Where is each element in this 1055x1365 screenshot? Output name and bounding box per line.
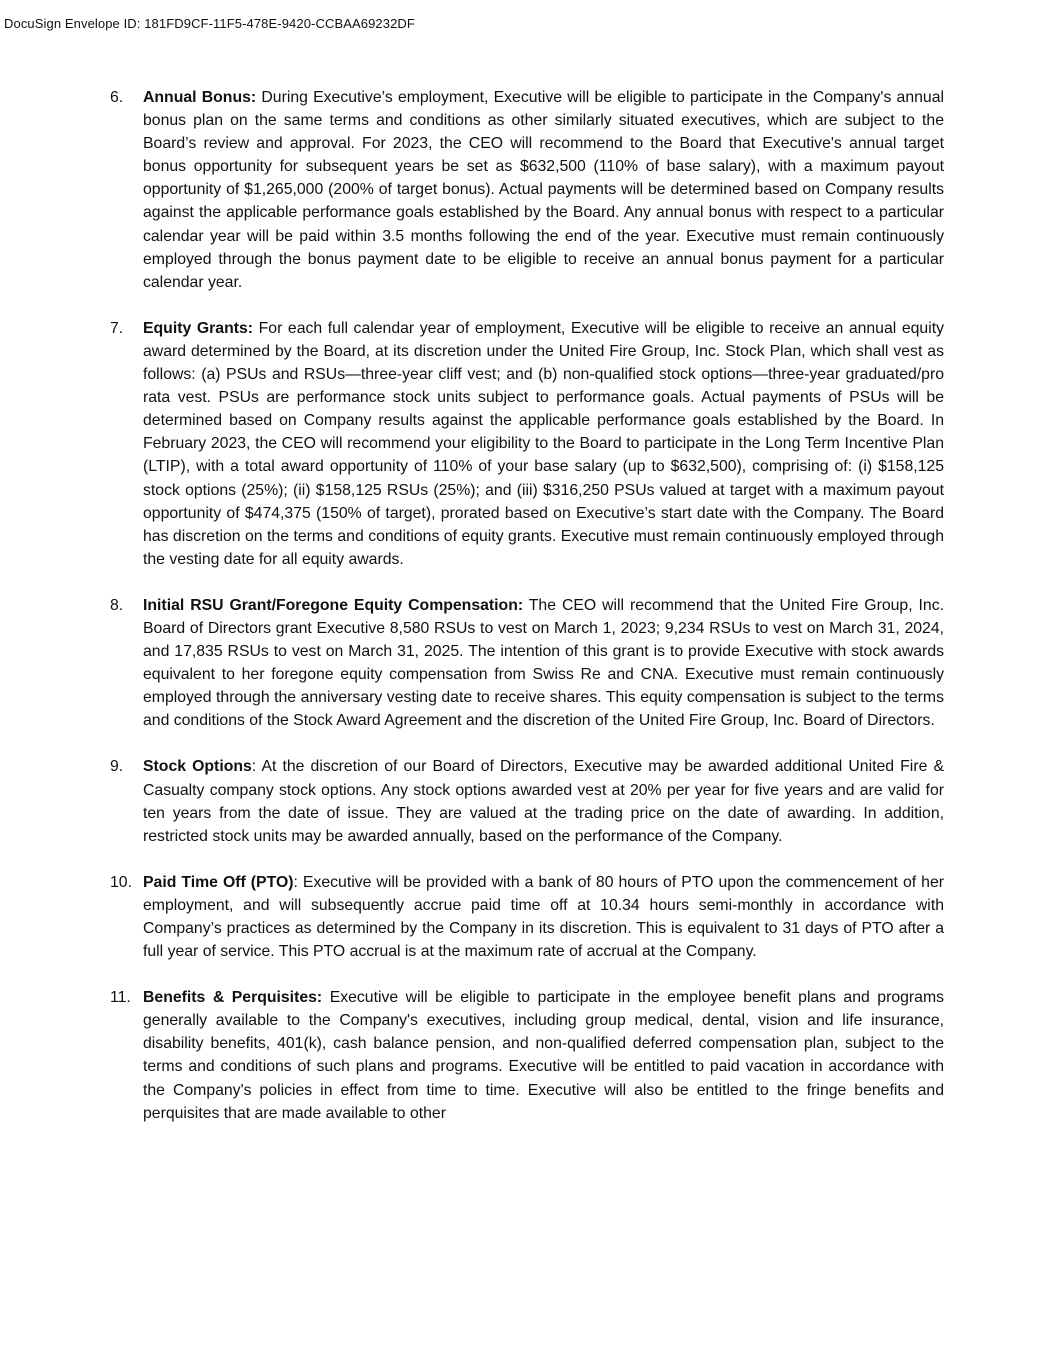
section-number: 7. (110, 319, 124, 337)
section-number: 10. (110, 873, 132, 891)
section-text: Executive will be eligible to participate in the employee benefit plans and programs generally available to the Company's executives, including group medical, dental, vision and life insurance, disability benefits, 401(k), cash balance pension, and non-qualified deferred compensation plan, subject to the terms and conditions of such plans and programs. Executive will be entitled to paid vacation in accordance with the Company's policies in effect from time to time. Executive will also be entitled to the fringe benefits and perquisites that are made available to other (143, 989, 945, 1122)
section-number: 11. (110, 989, 131, 1007)
section-separator: : (251, 758, 262, 776)
section-paid-time-off (110, 871, 944, 963)
section-separator (322, 989, 330, 1006)
section-title: Benefits & Perquisites: (143, 989, 323, 1007)
section-title: Initial RSU Grant/Foregone Equity Compensation: (143, 596, 524, 614)
section-text: For each full calendar year of employment, Executive will be eligible to receive an annual equity award determined by the Board, at its discretion under the United Fire Group, Inc. Stock Plan, which shall vest as follows: (a) PSUs and RSUs—three-year cliff vest; and (b) non-qualified stock options—three-year graduated/pro rata vest. PSUs are performance stock units subject to performance goals. Actual payments of PSUs will be determined based on Company results against the applicable performance goals established by the Board. In February 2023, the CEO will recommend your eligibility to the Board to participate in the Long Term Incentive Plan (LTIP), with a total award opportunity of 110% of your base salary (up to $632,500), comprising of: (i) $158,125 stock options (25%); (ii) $158,125 RSUs (25%); and (iii) $316,250 PSUs valued at target with a maximum payout opportunity of $474,375 (150% of target), prorated based on Executive’s start date with the Company. The Board has discretion on the terms and conditions of equity grants. Executive must remain continuously employed through the vesting date for all equity awards. (143, 319, 945, 568)
docusign-envelope-id: DocuSign Envelope ID: 181FD9CF-11F5-478E-9420-CCBAA69232DF (4, 16, 415, 31)
section-title: Annual Bonus: (143, 89, 257, 106)
section-separator: : (293, 873, 303, 891)
section-text: At the discretion of our Board of Directors, Executive may be awarded additional United Fire & Casualty company stock options. Any stock options awarded vest at 20% per year for five years and are valid for ten years from the date of issue. They are valued at the trading price on the date of awarding. In addition, restricted stock units may be awarded annually, based on the performance of the Company. (143, 758, 945, 845)
document-body (110, 86, 944, 1148)
section-number: 9. (110, 758, 124, 776)
section-text: During Executive’s employment, Executive will be eligible to participate in the Company's annual bonus plan on the same terms and conditions as other similarly situated executives, which are subject to the Board’s review and approval. For 2023, the CEO will recommend to the Board that Executive's annual target bonus opportunity for subsequent years be set as $632,500 (110% of base salary), with a maximum payout opportunity of $1,265,000 (200% of target bonus). Actual payments will be determined based on Company results against the applicable performance goals established by the Board. Any annual bonus with respect to a particular calendar year will be paid within 3.5 months following the end of the year. Executive must remain continuously employed through the bonus payment date to be eligible to receive an annual bonus payment for a particular calendar year. (143, 89, 944, 291)
section-annual-bonus (110, 86, 944, 294)
section-text: The CEO will recommend that the United Fire Group, Inc. Board of Directors grant Executive 8,580 RSUs to vest on March 1, 2023; 9,234 RSUs to vest on March 31, 2024, and 17,835 RSUs to vest on March 31, 2025. The intention of this grant is to provide Executive with stock awards equivalent to her foregone equity compensation from Swiss Re and CNA. Executive must remain continuously employed through the anniversary vesting date to receive shares. This equity compensation is subject to the terms and conditions of the Stock Award Agreement and the discretion of the United Fire Group, Inc. Board of Directors. (143, 596, 944, 730)
section-title: Stock Options (143, 758, 252, 776)
section-number: 8. (110, 596, 124, 614)
section-number: 6. (110, 89, 124, 106)
section-equity-grants (110, 317, 944, 571)
section-title: Paid Time Off (PTO) (143, 873, 294, 891)
section-initial-rsu-grant (110, 594, 944, 733)
section-benefits-perquisites (110, 986, 944, 1125)
section-text: Executive will be provided with a bank of 80 hours of PTO upon the commencement of her employment, and will subsequently accrue paid time off at 10.34 hours semi-monthly in accordance with Company’s practices as determined by the Company in its discretion. This is equivalent to 31 days of PTO after a full year of service. This PTO accrual is at the maximum rate of accrual at the Company. (143, 873, 944, 961)
section-title: Equity Grants: (143, 319, 254, 337)
section-stock-options (110, 755, 944, 847)
